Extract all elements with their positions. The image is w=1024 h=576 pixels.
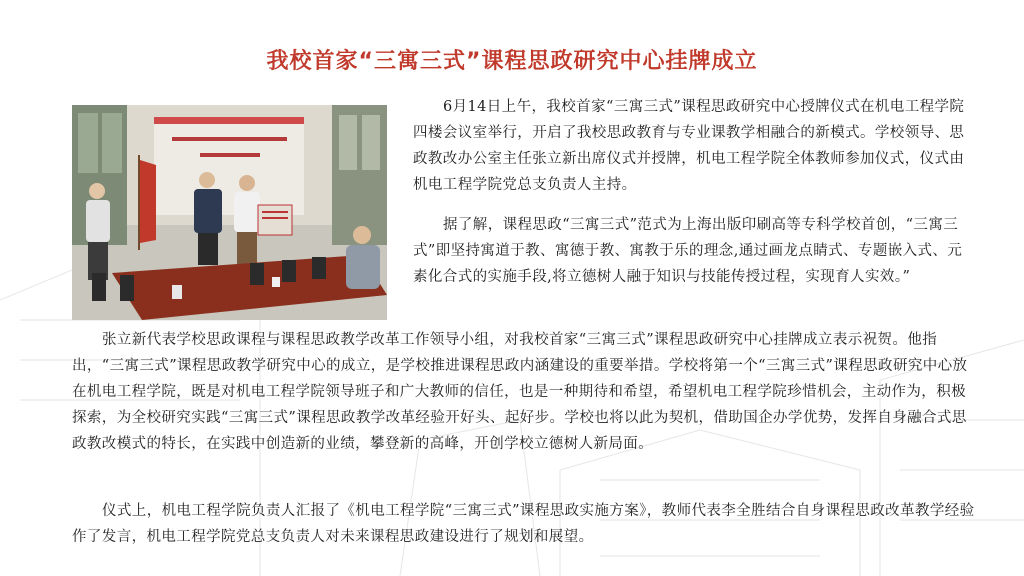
article-paragraph: 6月14日上午，我校首家“三寓三式”课程思政研究中心授牌仪式在机电工程学院四楼会议室举行，开启了我校思政教育与专业课教学相融合的新模式。学校领导、思政教改办公室主任张立新出席仪式并授牌，机电工程学院全体教师参加仪式，仪式由机电工程学院党总支负责人主持。 bbox=[413, 99, 965, 193]
article-paragraph: 张立新代表学校思政课程与课程思政教学改革工作领导小组，对我校首家“三寓三式”课程思政研究中心挂牌成立表示祝贺。他指出，“三寓三式”课程思政教学研究中心的成立，是学校推进课程思政内涵建设的重要举措。学校将第一个“三寓三式”课程思政研究中心放在机电工程学院，既是对机电工程学院领导班子和广大教师的信任，也是一种期待和希望，希望机电工程学院珍惜机会，主动作为，积极探索，为全校研究实践“三寓三式”课程思政教学改革经验开好头、起好步。学校也将以此为契机，借助国企办学优势，发挥自身融合式思政教改模式的特长，在实践中创造新的业绩，攀登新的高峰，开创学校立德树人新局面。 bbox=[72, 332, 968, 452]
article-paragraph: 据了解，课程思政“三寓三式”范式为上海出版印刷高等专科学校首创，“三寓三式”即坚持寓道于教、寓德于教、寓教于乐的理念,通过画龙点睛式、专题嵌入式、元素化合式的实施手段,将立德树人融于知识与技能传授过程，实现育人实效。” bbox=[413, 217, 963, 285]
page-title: 我校首家“三寓三式”课程思政研究中心挂牌成立 bbox=[266, 49, 758, 74]
article-paragraph: 仪式上，机电工程学院负责人汇报了《机电工程学院“三寓三式”课程思政实施方案》，教师代表李全胜结合自身课程思政改革教学经验作了发言，机电工程学院党总支负责人对未来课程思政建设进行了规划和展望。 bbox=[72, 503, 975, 545]
ceremony-photo bbox=[72, 105, 387, 320]
